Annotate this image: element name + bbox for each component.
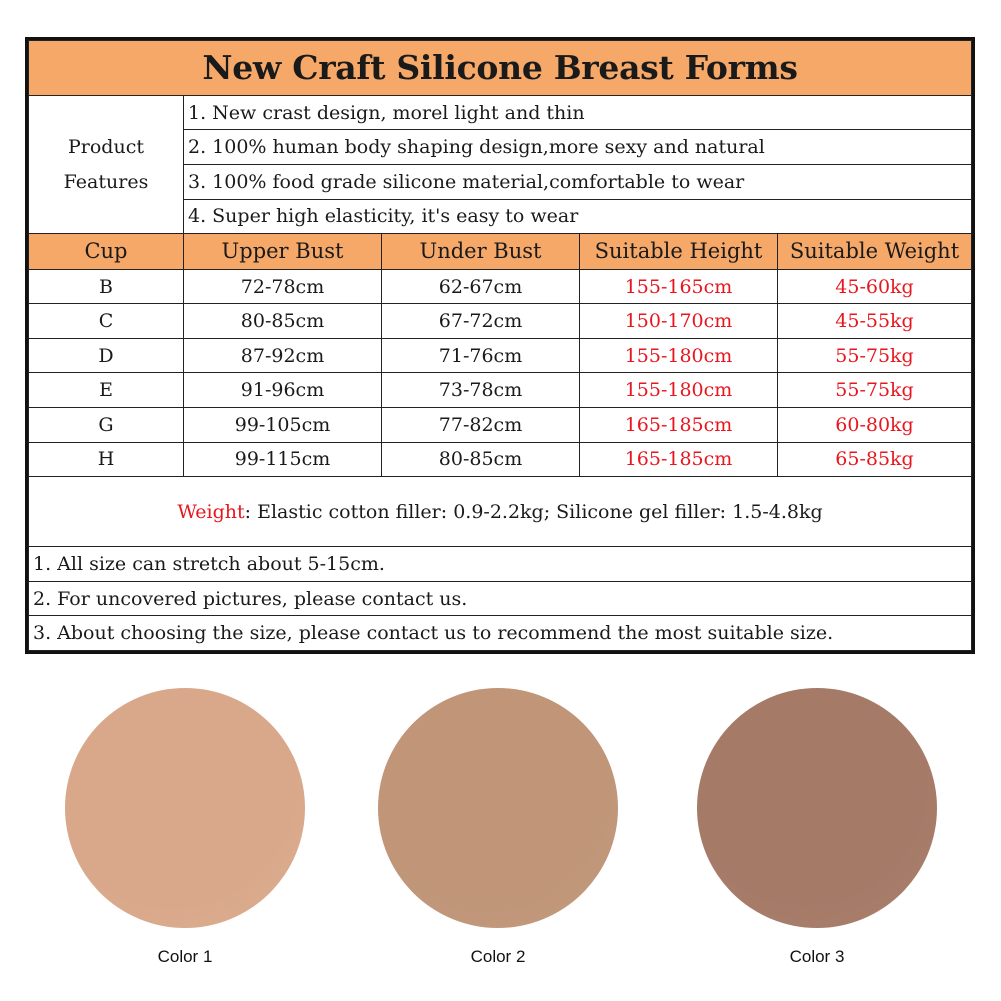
chart-title: New Craft Silicone Breast Forms bbox=[29, 41, 972, 96]
weight-text: : Elastic cotton filler: 0.9-2.2kg; Silicone gel filler: 1.5-4.8kg bbox=[244, 500, 823, 523]
feature-item: 1. New crast design, morel light and thin bbox=[184, 95, 972, 130]
header-suitable-weight: Suitable Weight bbox=[778, 234, 972, 270]
weight-cell: 45-55kg bbox=[778, 304, 972, 339]
table-row bbox=[29, 338, 972, 373]
upper-bust-cell: 80-85cm bbox=[184, 304, 382, 339]
cup-cell: H bbox=[29, 442, 184, 477]
features-label-line2: Features bbox=[63, 170, 149, 193]
cup-cell: C bbox=[29, 304, 184, 339]
cup-cell: B bbox=[29, 269, 184, 304]
size-table-header bbox=[29, 234, 972, 270]
weight-cell: 65-85kg bbox=[778, 442, 972, 477]
weight-cell: 55-75kg bbox=[778, 373, 972, 408]
height-cell: 150-170cm bbox=[580, 304, 778, 339]
under-bust-cell: 67-72cm bbox=[382, 304, 580, 339]
height-cell: 165-185cm bbox=[580, 442, 778, 477]
upper-bust-cell: 91-96cm bbox=[184, 373, 382, 408]
header-cup: Cup bbox=[29, 234, 184, 270]
feature-item: 4. Super high elasticity, it's easy to wear bbox=[184, 199, 972, 234]
upper-bust-cell: 87-92cm bbox=[184, 338, 382, 373]
product-features-label bbox=[29, 95, 184, 233]
table-row bbox=[29, 442, 972, 477]
color-swatch-2 bbox=[378, 688, 618, 928]
color-1-label: Color 1 bbox=[157, 947, 213, 966]
color-2-label: Color 2 bbox=[470, 947, 526, 966]
color-swatch-3 bbox=[697, 688, 937, 928]
height-cell: 155-180cm bbox=[580, 373, 778, 408]
weight-info bbox=[29, 477, 972, 547]
weight-cell: 60-80kg bbox=[778, 407, 972, 442]
header-suitable-height: Suitable Height bbox=[580, 234, 778, 270]
weight-cell: 45-60kg bbox=[778, 269, 972, 304]
table-row bbox=[29, 269, 972, 304]
weight-info-row bbox=[29, 477, 972, 547]
table-row bbox=[29, 373, 972, 408]
cup-cell: G bbox=[29, 407, 184, 442]
note-item: 1. All size can stretch about 5-15cm. bbox=[29, 547, 972, 582]
color-swatch-1 bbox=[65, 688, 305, 928]
under-bust-cell: 73-78cm bbox=[382, 373, 580, 408]
weight-label: Weight bbox=[177, 500, 245, 523]
height-cell: 155-180cm bbox=[580, 338, 778, 373]
note-item: 3. About choosing the size, please contact us to recommend the most suitable size. bbox=[29, 616, 972, 651]
cup-cell: D bbox=[29, 338, 184, 373]
note-item: 2. For uncovered pictures, please contact us. bbox=[29, 581, 972, 616]
size-chart-table bbox=[25, 37, 975, 654]
upper-bust-cell: 72-78cm bbox=[184, 269, 382, 304]
header-upper-bust: Upper Bust bbox=[184, 234, 382, 270]
height-cell: 165-185cm bbox=[580, 407, 778, 442]
cup-cell: E bbox=[29, 373, 184, 408]
weight-cell: 55-75kg bbox=[778, 338, 972, 373]
upper-bust-cell: 99-115cm bbox=[184, 442, 382, 477]
upper-bust-cell: 99-105cm bbox=[184, 407, 382, 442]
color-3-label: Color 3 bbox=[789, 947, 845, 966]
table-row bbox=[29, 407, 972, 442]
features-label-line1: Product bbox=[68, 135, 144, 158]
header-under-bust: Under Bust bbox=[382, 234, 580, 270]
table-row bbox=[29, 304, 972, 339]
under-bust-cell: 80-85cm bbox=[382, 442, 580, 477]
feature-item: 2. 100% human body shaping design,more sexy and natural bbox=[184, 130, 972, 165]
under-bust-cell: 71-76cm bbox=[382, 338, 580, 373]
under-bust-cell: 77-82cm bbox=[382, 407, 580, 442]
under-bust-cell: 62-67cm bbox=[382, 269, 580, 304]
feature-item: 3. 100% food grade silicone material,comfortable to wear bbox=[184, 165, 972, 200]
height-cell: 155-165cm bbox=[580, 269, 778, 304]
